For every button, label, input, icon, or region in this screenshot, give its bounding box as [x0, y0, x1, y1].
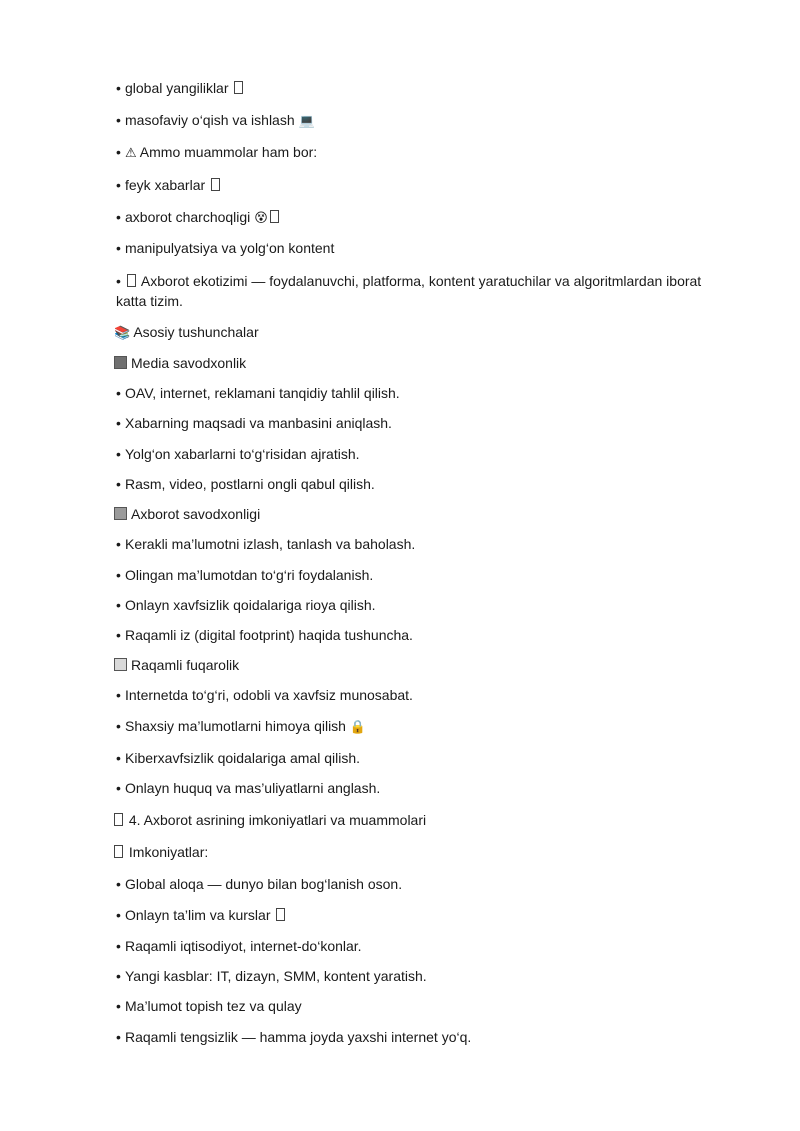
square-icon	[114, 658, 127, 671]
dizzy-face-icon: 😵	[254, 211, 268, 226]
list-item: • Onlayn huquq va mas’uliyatlarni anglash.	[116, 780, 381, 796]
missing-glyph-icon	[127, 274, 136, 287]
list-item: • Raqamli iqtisodiyot, internet-do‘konlar.	[116, 938, 362, 954]
missing-glyph-icon	[234, 81, 243, 94]
list-item: • Yolg‘on xabarlarni to‘g‘risidan ajratish.	[116, 446, 360, 462]
section-heading: Imkoniyatlar:	[0, 843, 800, 861]
warning-icon: ⚠	[125, 146, 137, 161]
list-item: • masofaviy o‘qish va ishlash 💻	[116, 112, 315, 129]
list-item: • Onlayn xavfsizlik qoidalariga rioya qilish.	[116, 597, 376, 613]
list-item: • Ma’lumot topish tez va qulay	[116, 998, 302, 1014]
missing-glyph-icon	[211, 178, 220, 191]
missing-glyph-icon	[270, 210, 279, 223]
list-item: • Raqamli tengsizlik — hamma joyda yaxshi internet yo‘q.	[116, 1029, 472, 1045]
section-heading: 4. Axborot asrining imkoniyatlari va muammolari	[0, 811, 800, 829]
list-item: • feyk xabarlar	[0, 176, 800, 194]
missing-glyph-icon	[276, 908, 285, 921]
list-item: • Kerakli ma’lumotni izlash, tanlash va baholash.	[116, 536, 416, 552]
section-heading: Media savodxonlik	[0, 354, 800, 372]
list-item: • Xabarning maqsadi va manbasini aniqlash.	[116, 415, 392, 431]
list-item: • Kiberxavfsizlik qoidalariga amal qilish.	[116, 750, 360, 766]
section-heading: Axborot savodxonligi	[0, 505, 800, 523]
list-item: • Axborot ekotizimi — foydalanuvchi, platforma, kontent yaratuchilar va algoritmlardan iborat katta tizim.	[116, 273, 702, 309]
missing-glyph-icon	[114, 813, 123, 826]
section-heading: Raqamli fuqarolik	[0, 656, 800, 674]
list-item: • global yangiliklar	[0, 79, 800, 97]
square-icon	[114, 507, 127, 520]
lock-icon: 🔒	[349, 720, 367, 735]
list-item: • axborot charchoqligi 😵	[0, 208, 800, 228]
list-item: • Olingan ma’lumotdan to‘g‘ri foydalanish.	[116, 567, 374, 583]
list-item: • ⚠ Ammo muammolar ham bor:	[116, 144, 318, 161]
list-item: • Yangi kasblar: IT, dizayn, SMM, kontent yaratish.	[116, 968, 427, 984]
list-item: • Raqamli iz (digital footprint) haqida tushuncha.	[116, 627, 413, 643]
books-icon: 📚	[114, 326, 131, 341]
list-item: • OAV, internet, reklamani tanqidiy tahlil qilish.	[116, 385, 400, 401]
list-item: • Shaxsiy ma’lumotlarni himoya qilish 🔒	[116, 718, 367, 735]
missing-glyph-icon	[114, 845, 123, 858]
list-item: • Onlayn ta’lim va kurslar	[0, 906, 800, 924]
square-icon	[114, 356, 127, 369]
section-heading: 📚 Asosiy tushunchalar	[114, 324, 259, 341]
list-item: • Internetda to‘g‘ri, odobli va xavfsiz munosabat.	[116, 687, 413, 703]
laptop-icon: 💻	[298, 114, 315, 129]
list-item: • Global aloqa — dunyo bilan bog‘lanish oson.	[116, 876, 403, 892]
list-item: • Rasm, video, postlarni ongli qabul qilish.	[116, 476, 375, 492]
list-item: • manipulyatsiya va yolg‘on kontent	[116, 240, 335, 256]
